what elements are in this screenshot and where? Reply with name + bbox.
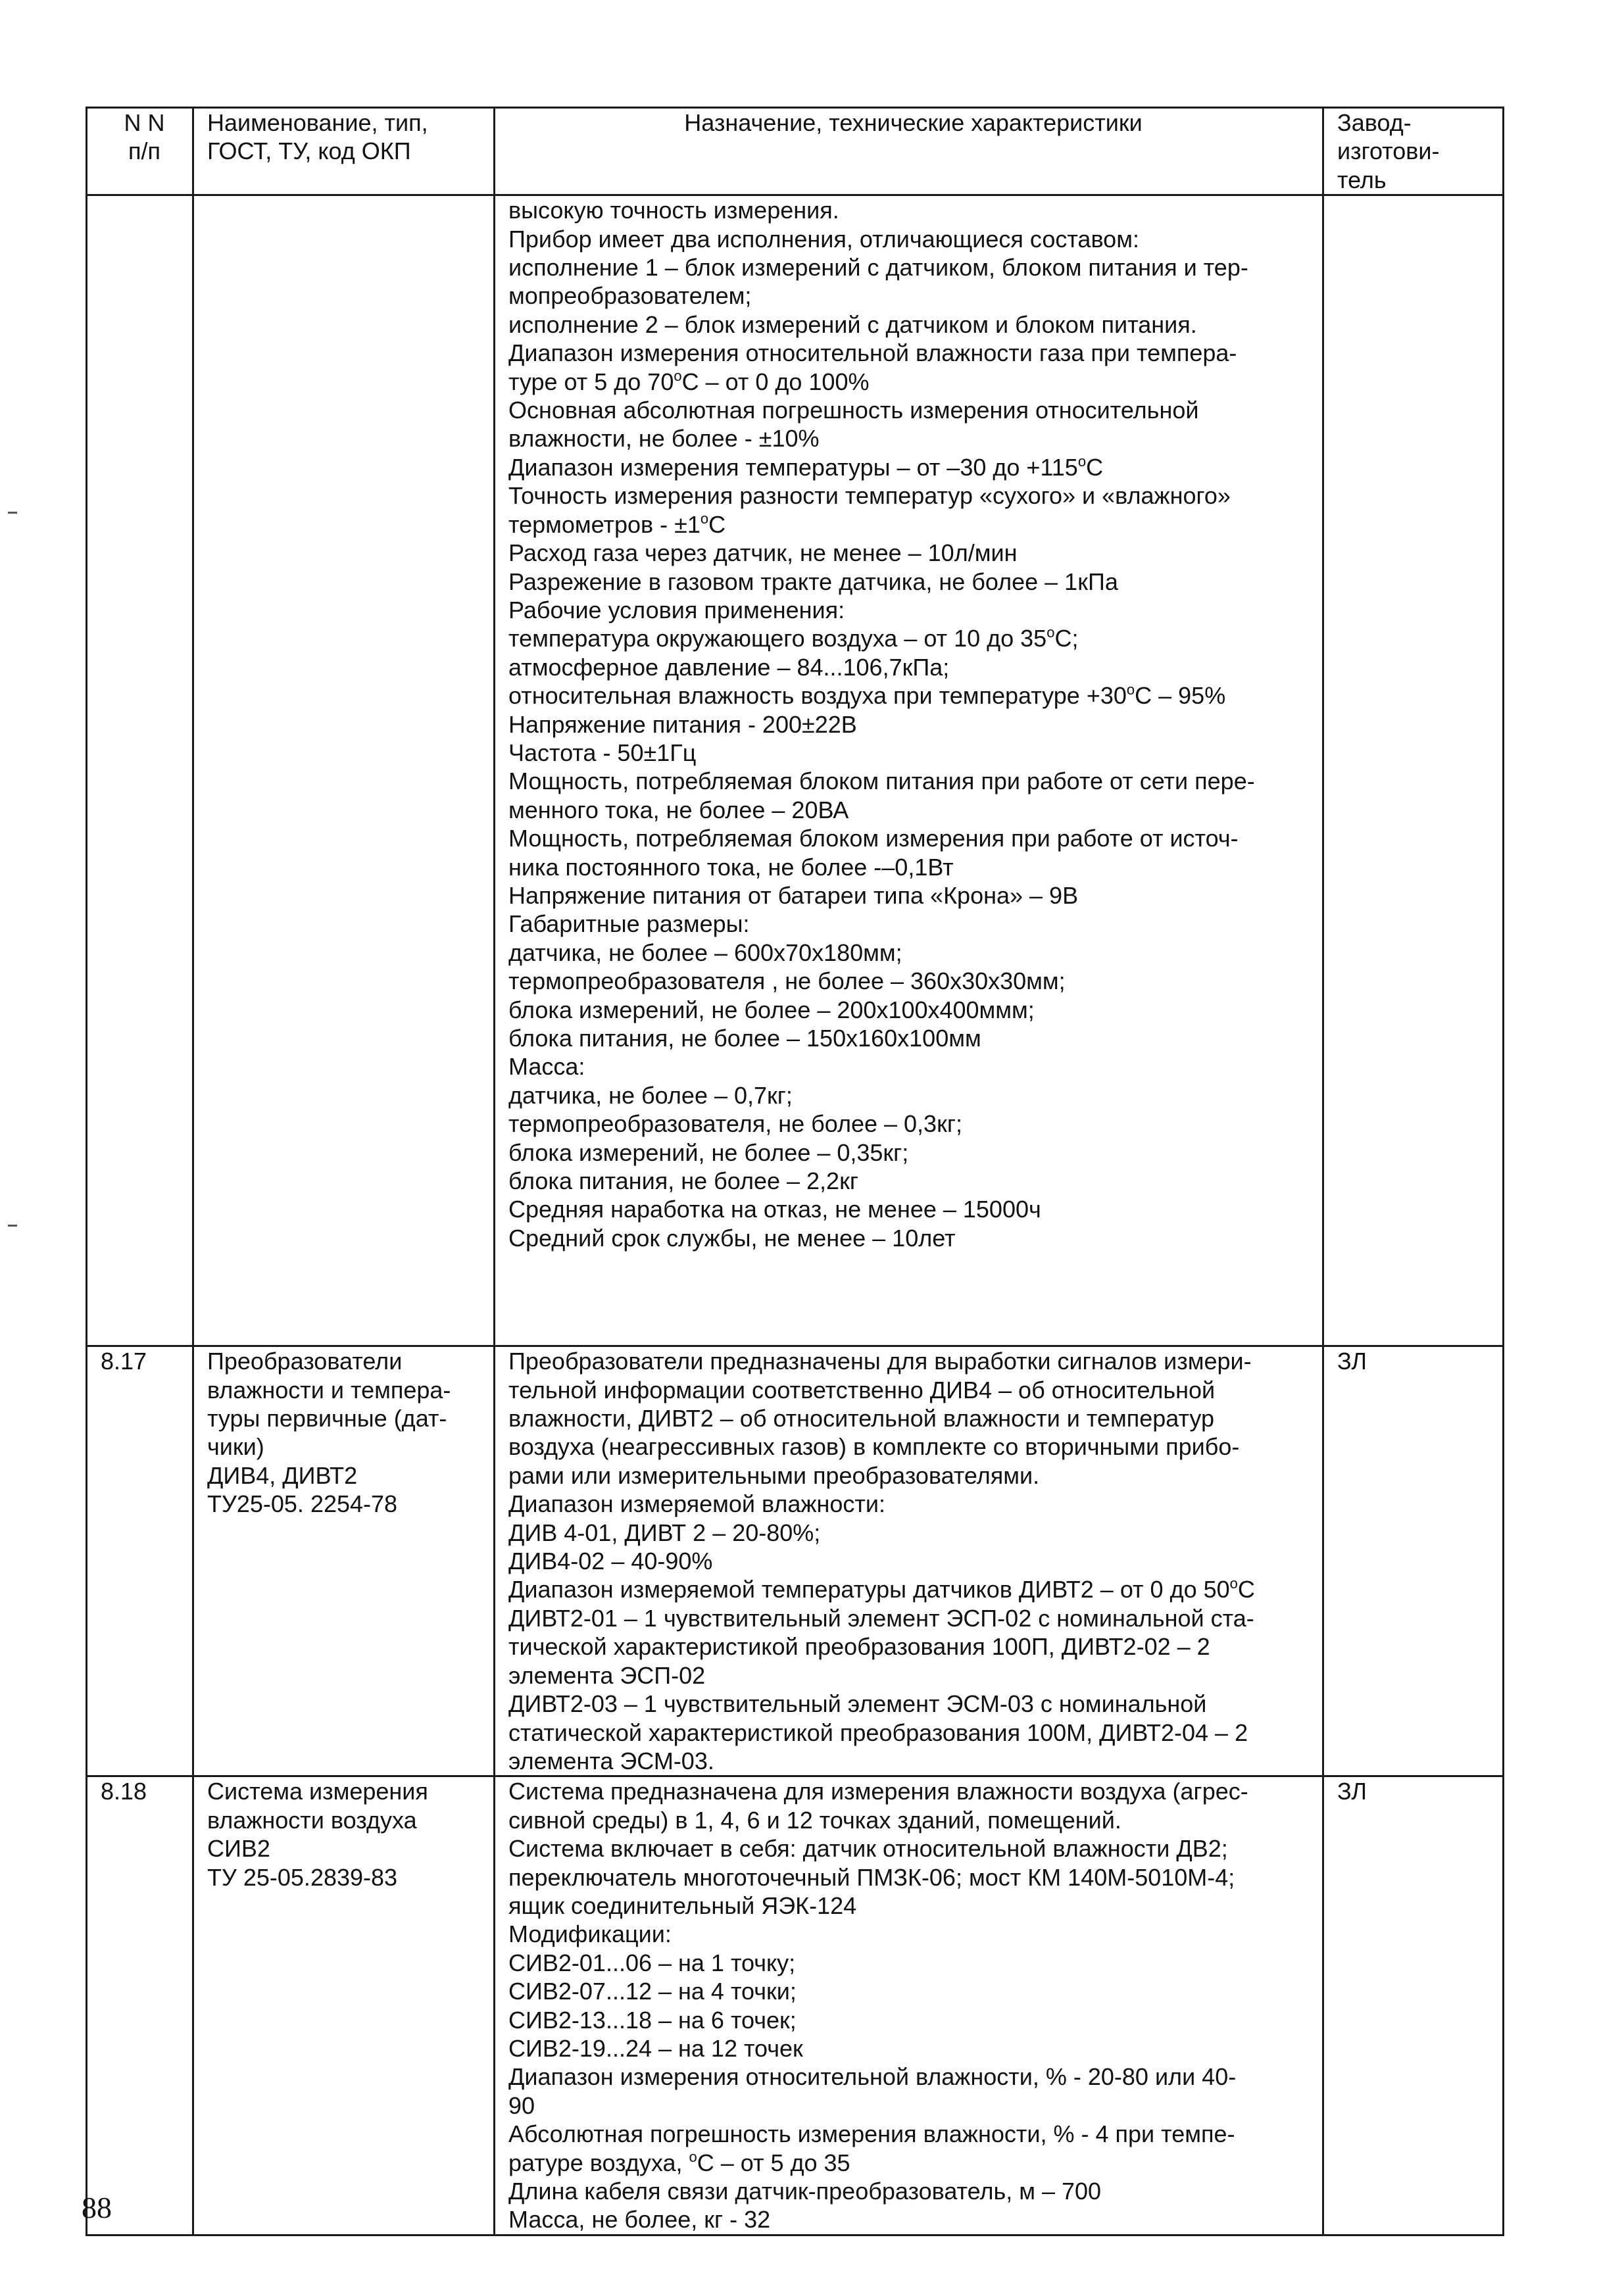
cell-text-line: мопреобразователем; bbox=[508, 282, 752, 310]
cell-text-line: Абсолютная погрешность измерения влажности, % - 4 при темпе- bbox=[508, 2120, 1235, 2148]
cell-text-line: Рабочие условия применения: bbox=[508, 596, 845, 623]
cell-text-line: термометров - $\pm 1^oС$ bbox=[508, 510, 726, 538]
cell-text-line: ТУ25-05. 2254-78 bbox=[207, 1490, 398, 1518]
cell-text-line: блока питания, не более – 150х160х100мм bbox=[508, 1025, 981, 1052]
cell-text-line: ТУ 25-05.2839-83 bbox=[207, 1863, 398, 1891]
cell-text-line: температура окружающего воздуха – от 10 до 35$^o$С; bbox=[508, 624, 1079, 652]
degree-sign: o bbox=[1126, 681, 1135, 698]
cell-text-line: высокую точность измерения. bbox=[508, 197, 839, 224]
header-text: ГОСТ, ТУ, код ОКП bbox=[207, 137, 411, 165]
degree-sign: o bbox=[1229, 1575, 1238, 1592]
header-manufacturer-cell bbox=[1323, 108, 1504, 195]
degree-sign: o bbox=[1046, 624, 1055, 641]
degree-sign: o bbox=[1077, 452, 1087, 470]
cell-text-line: СИВ2-19...24 – на 12 точек bbox=[508, 2034, 803, 2062]
row-name-cell bbox=[193, 1776, 495, 2235]
row-number-cell bbox=[87, 195, 193, 1346]
header-text: тель bbox=[1337, 166, 1387, 193]
cell-text-line: Диапазон измеряемой влажности: bbox=[508, 1490, 885, 1518]
cell-text-line: воздуха (неагрессивных газов) в комплекте со вторичными прибо- bbox=[508, 1433, 1240, 1461]
cell-text-line: Диапазон измеряемой температуры датчиков ДИВТ2 – от 0 до 50$^o$С bbox=[508, 1575, 1255, 1603]
scan-mark bbox=[8, 1225, 17, 1227]
degree-sign: o bbox=[689, 2148, 697, 2165]
cell-text-line: 90 bbox=[508, 2091, 535, 2119]
cell-text-line: Длина кабеля связи датчик-преобразователь, м – 700 bbox=[508, 2178, 1102, 2205]
cell-text-line: Диапазон измерения относительной влажности газа при темпера- bbox=[508, 339, 1237, 367]
cell-text-line: сивной среды) в 1, 4, 6 и 12 точках зданий, помещений. bbox=[508, 1806, 1121, 1834]
header-text: N N bbox=[124, 109, 165, 136]
cell-text-line: термопреобразователя , не более – 360х30х30мм; bbox=[508, 967, 1066, 995]
cell-text-line: Система измерения bbox=[207, 1778, 428, 1805]
cell-text-line: термопреобразователя, не более – 0,3кг; bbox=[508, 1110, 962, 1138]
cell-text-line: чики) bbox=[207, 1433, 264, 1461]
cell-text-line: Точность измерения разности температур «сухого» и «влажного» bbox=[508, 482, 1231, 510]
row-manufacturer-cell bbox=[1323, 195, 1504, 1346]
cell-text-line: Преобразователи предназначены для выработки сигналов измери- bbox=[508, 1348, 1252, 1375]
cell-text-line: блока питания, не более – 2,2кг bbox=[508, 1167, 858, 1195]
row-manufacturer-cell: ЗЛ bbox=[1323, 1776, 1504, 2235]
cell-text-line: Масса, не более, кг - 32 bbox=[508, 2206, 771, 2234]
table-header-row bbox=[87, 108, 1504, 195]
cell-text-line: статической характеристикой преобразования 100М, ДИВТ2-04 – 2 bbox=[508, 1719, 1248, 1746]
cell-text-line: Диапазон измерения температуры – от –30 до $+115^oС$ bbox=[508, 452, 1104, 481]
cell-text-line: рами или измерительными преобразователями. bbox=[508, 1461, 1040, 1489]
cell-text-line: тельной информации соответственно ДИВ4 – об относительной bbox=[508, 1376, 1216, 1404]
degree-sign: o bbox=[700, 510, 709, 527]
cell-text-line: Частота - 50±1Гц bbox=[508, 739, 697, 766]
cell-text-line: влажности воздуха bbox=[207, 1806, 417, 1834]
cell-text-line: влажности и темпера- bbox=[207, 1376, 451, 1404]
cell-text-line: ДИВ4-02 – 40-90% bbox=[508, 1548, 713, 1575]
cell-text-line: влажности, не более - ±10% bbox=[508, 425, 820, 452]
cell-text-line: туре от 5 до 70$^o$С – от 0 до 100% bbox=[508, 367, 870, 395]
row-number-cell: 8.18 bbox=[87, 1776, 193, 2235]
cell-text-line: исполнение 2 – блок измерений с датчиком и блоком питания. bbox=[508, 310, 1197, 338]
header-text: Назначение, технические характеристики bbox=[684, 109, 1143, 136]
row-name-cell bbox=[193, 195, 495, 1346]
cell-text-line: Мощность, потребляемая блоком питания при работе от сети пере- bbox=[508, 768, 1255, 795]
table-row bbox=[87, 1776, 1504, 2235]
degree-sign: o bbox=[674, 367, 682, 384]
header-name-cell bbox=[193, 108, 495, 195]
page-number: 88 bbox=[82, 2191, 112, 2224]
cell-text-line: менного тока, не более – 20ВА bbox=[508, 796, 849, 823]
table-row bbox=[87, 1346, 1504, 1776]
header-text: изготови- bbox=[1337, 137, 1440, 165]
cell-text-line: переключатель многоточечный ПМЗК-06; мост КМ 140М-5010М-4; bbox=[508, 1863, 1235, 1891]
cell-text-line: Разрежение в газовом тракте датчика, не более – 1кПа bbox=[508, 568, 1118, 595]
cell-text-line: атмосферное давление – 84...106,7кПа; bbox=[508, 653, 950, 681]
cell-text-line: Напряжение питания - 200±22В bbox=[508, 710, 857, 738]
scan-mark bbox=[8, 512, 17, 514]
cell-text-line: СИВ2 bbox=[207, 1835, 270, 1863]
cell-text-line: Мощность, потребляемая блоком измерения при работе от источ- bbox=[508, 825, 1239, 852]
header-description-cell bbox=[495, 108, 1323, 195]
cell-text-line: Система включает в себя: датчик относительной влажности ДВ2; bbox=[508, 1835, 1228, 1863]
row-description-cell bbox=[495, 195, 1323, 1346]
spec-table bbox=[86, 107, 1504, 2236]
cell-text-line: Средний срок службы, не менее – 10лет bbox=[508, 1224, 956, 1252]
cell-text-line: датчика, не более – 600х70х180мм; bbox=[508, 939, 902, 966]
cell-text-line: ратуре воздуха, $^o$С – от 5 до 35 bbox=[508, 2148, 850, 2176]
row-number-cell: 8.17 bbox=[87, 1346, 193, 1776]
header-text: Завод- bbox=[1337, 109, 1412, 136]
cell-text-line: элемента ЭСМ-03. bbox=[508, 1747, 714, 1774]
header-number-cell bbox=[87, 108, 193, 195]
cell-text-line: ника постоянного тока, не более -–0,1Вт bbox=[508, 853, 954, 881]
header-text: п/п bbox=[128, 137, 160, 165]
row-description-cell bbox=[495, 1776, 1323, 2235]
cell-text-line: СИВ2-13...18 – на 6 точек; bbox=[508, 2006, 797, 2034]
cell-text-line: СИВ2-07...12 – на 4 точки; bbox=[508, 1978, 797, 2005]
cell-text-line: ящик соединительный ЯЭК-124 bbox=[508, 1892, 857, 1919]
cell-text-line: Диапазон измерения относительной влажности, % - 20-80 или 40- bbox=[508, 2063, 1237, 2091]
cell-text-line: ДИВТ2-01 – 1 чувствительный элемент ЭСП-02 с номинальной ста- bbox=[508, 1604, 1254, 1632]
cell-text-line: туры первичные (дат- bbox=[207, 1405, 447, 1432]
cell-text-line: исполнение 1 – блок измерений с датчиком, блоком питания и тер- bbox=[508, 254, 1248, 281]
cell-text-line: Модификации: bbox=[508, 1920, 672, 1948]
row-description-cell bbox=[495, 1346, 1323, 1776]
cell-text-line: влажности, ДИВТ2 – об относительной влажности и температур bbox=[508, 1405, 1215, 1432]
row-name-cell bbox=[193, 1346, 495, 1776]
cell-text-line: относительная влажность воздуха при температуре $+30^oС - 95\%$ bbox=[508, 681, 1226, 710]
cell-text-line: тической характеристикой преобразования 100П, ДИВТ2-02 – 2 bbox=[508, 1633, 1210, 1661]
header-text: Наименование, тип, bbox=[207, 109, 428, 136]
cell-text-line: датчика, не более – 0,7кг; bbox=[508, 1081, 793, 1109]
cell-text-line: Основная абсолютная погрешность измерения относительной bbox=[508, 397, 1199, 424]
table-row bbox=[87, 195, 1504, 1346]
cell-text-line: Преобразователи bbox=[207, 1348, 403, 1375]
row-manufacturer-cell: ЗЛ bbox=[1323, 1346, 1504, 1776]
cell-text-line: блока измерений, не более – 200х100х400ммм; bbox=[508, 996, 1035, 1023]
cell-text-line: блока измерений, не более – 0,35кг; bbox=[508, 1138, 909, 1166]
cell-text-line: ДИВТ2-03 – 1 чувствительный элемент ЭСМ-03 с номинальной bbox=[508, 1690, 1207, 1718]
cell-text-line: ДИВ4, ДИВТ2 bbox=[207, 1461, 358, 1489]
cell-text-line: ДИВ 4-01, ДИВТ 2 – 20-80%; bbox=[508, 1519, 821, 1546]
cell-text-line: Средняя наработка на отказ, не менее – 15000ч bbox=[508, 1196, 1041, 1223]
cell-text-line: Масса: bbox=[508, 1053, 585, 1081]
cell-text-line: Напряжение питания от батареи типа «Крона» – 9В bbox=[508, 881, 1079, 909]
cell-text-line: СИВ2-01...06 – на 1 точку; bbox=[508, 1949, 796, 1976]
cell-text-line: Прибор имеет два исполнения, отличающиеся составом: bbox=[508, 225, 1139, 253]
cell-text-line: Расход газа через датчик, не менее – 10л/мин bbox=[508, 539, 1018, 567]
cell-text-line: элемента ЭСП-02 bbox=[508, 1661, 706, 1689]
cell-text-line: Система предназначена для измерения влажности воздуха (агрес- bbox=[508, 1778, 1248, 1805]
cell-text-line: Габаритные размеры: bbox=[508, 910, 750, 938]
